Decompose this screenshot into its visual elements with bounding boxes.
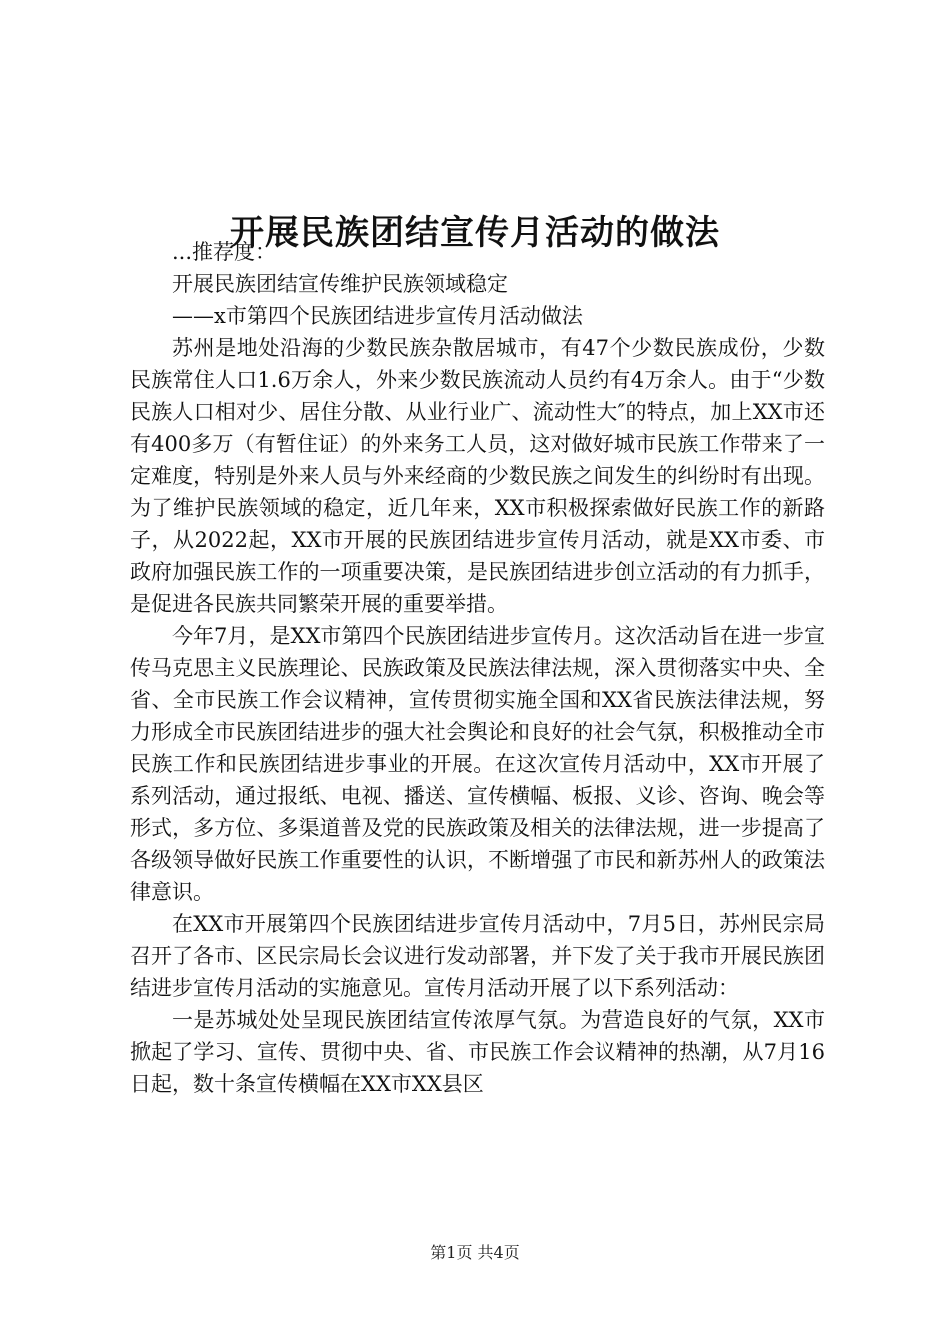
recommendation-line: ...推荐度： bbox=[172, 240, 277, 264]
page-number-footer: 第1页 共4页 bbox=[430, 1243, 520, 1262]
document-title: 开展民族团结宣传月活动的做法 bbox=[230, 212, 720, 253]
document-body bbox=[130, 236, 825, 1100]
body-paragraph: 苏州是地处沿海的少数民族杂散居城市，有47个少数民族成份，少数民族常住人口1.6万余人，外来少数民族流动人员约有4万余人。由于“少数民族人口相对少、居住分散、从业行业广、流动性大″的特点，加上XX市还有400多万（有暂住证）的外来务工人员，这对做好城市民族工作带来了一定难度，特别是外来人员与外来经商的少数民族之间发生的纠纷时有出现。为了维护民族领域的稳定，近几年来，XX市积极探索做好民族工作的新路子，从2022起，XX市开展的民族团结进步宣传月活动，就是XX市委、市政府加强民族工作的一项重要决策，是民族团结进步创立活动的有力抓手，是促进各民族共同繁荣开展的重要举措。 bbox=[130, 336, 825, 616]
body-paragraph: 今年7月，是XX市第四个民族团结进步宣传月。这次活动旨在进一步宣传马克思主义民族理论、民族政策及民族法律法规，深入贯彻落实中央、全省、全市民族工作会议精神，宣传贯彻实施全国和XX省民族法律法规，努力形成全市民族团结进步的强大社会舆论和良好的社会气氛，积极推动全市民族工作和民族团结进步事业的开展。在这次宣传月活动中，XX市开展了系列活动，通过报纸、电视、播送、宣传横幅、板报、义诊、咨询、晚会等形式，多方位、多渠道普及党的民族政策及相关的法律法规，进一步提高了各级领导做好民族工作重要性的认识，不断增强了市民和新苏州人的政策法律意识。 bbox=[130, 624, 825, 904]
subtitle-note: ——x市第四个民族团结进步宣传月活动做法 bbox=[172, 304, 583, 328]
body-paragraph: 在XX市开展第四个民族团结进步宣传月活动中，7月5日，苏州民宗局召开了各市、区民宗局长会议进行发动部署，并下发了关于我市开展民族团结进步宣传月活动的实施意见。宣传月活动开展了以下系列活动： bbox=[130, 912, 825, 1000]
subtitle: 开展民族团结宣传维护民族领域稳定 bbox=[172, 272, 508, 296]
body-paragraph: 一是苏城处处呈现民族团结宣传浓厚气氛。为营造良好的气氛，XX市掀起了学习、宣传、贯彻中央、省、市民族工作会议精神的热潮，从7月16日起，数十条宣传横幅在XX市XX县区 bbox=[130, 1008, 825, 1096]
